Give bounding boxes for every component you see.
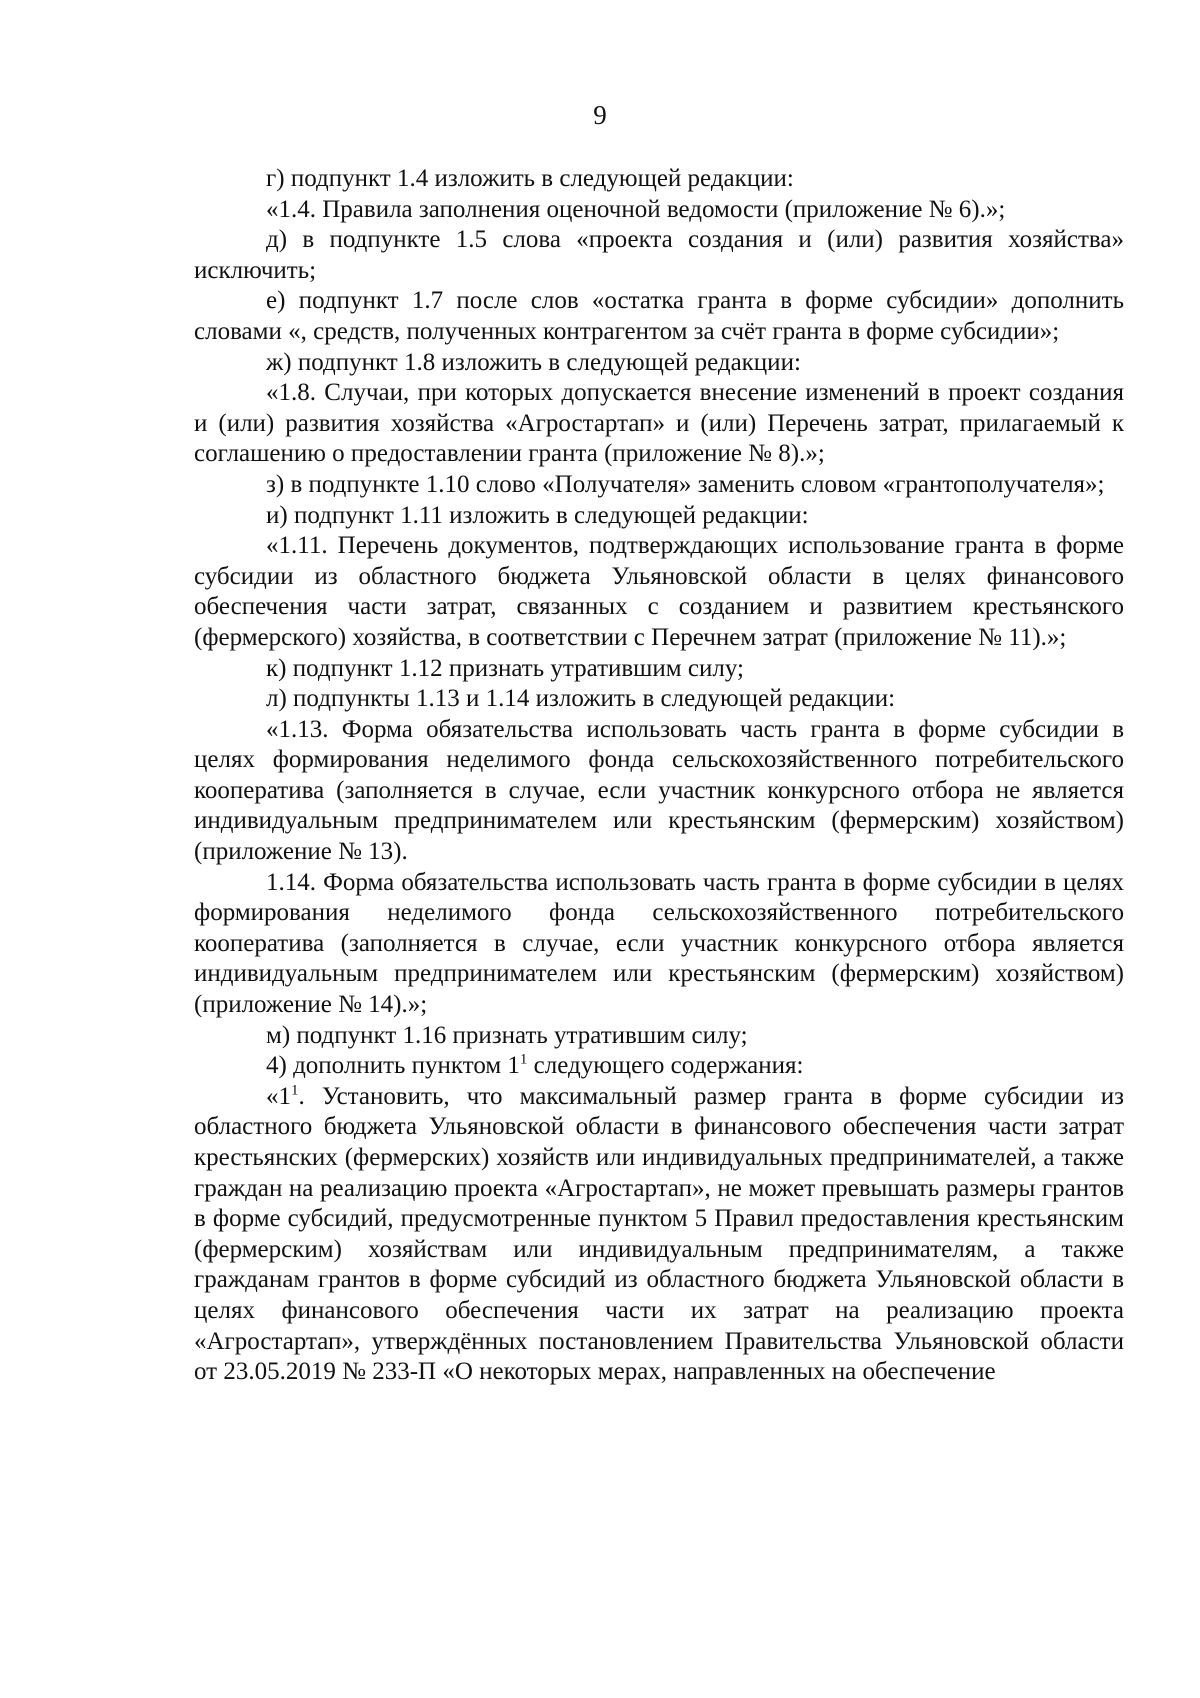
document-body	[194, 164, 1124, 1388]
paragraph-1-13: «1.13. Форма обязательства использовать часть гранта в форме субсидии в целях формирования неделимого фонда сельскохозяйственного потребительского кооператива (заполняется в случае, если участник конкурсного отбора не является индивидуальным предпринимателем или крестьянским (фермерским) хозяйством) (приложение № 13).	[194, 715, 1124, 866]
paragraph-g: г) подпункт 1.4 изложить в следующей редакции:	[266, 165, 794, 192]
point-1-1-text-start: «1	[266, 1082, 291, 1110]
point-1-1-superscript: 1	[291, 1082, 299, 1099]
paragraph-m: м) подпункт 1.16 признать утратившим силу;	[266, 1021, 748, 1049]
paragraph-d: д) в подпункте 1.5 слова «проекта создания и (или) развития хозяйства» исключить;	[194, 226, 1124, 284]
paragraph-1-8: «1.8. Случаи, при которых допускается внесение изменений в проект создания и (или) развития хозяйства «Агростартап» и (или) Перечень затрат, прилагаемый к соглашению о предоставлении гранта (приложение № 8).»;	[194, 379, 1124, 468]
paragraph-item-4	[194, 1051, 1124, 1082]
paragraph-k: к) подпункт 1.12 признать утратившим силу;	[266, 654, 744, 682]
paragraph-zh: ж) подпункт 1.8 изложить в следующей редакции:	[266, 348, 801, 376]
paragraph-i: и) подпункт 1.11 изложить в следующей редакции:	[266, 501, 809, 529]
paragraph-l: л) подпункты 1.13 и 1.14 изложить в следующей редакции:	[266, 685, 896, 713]
item-4-text-end: следующего содержания:	[527, 1052, 804, 1080]
paragraph-1-14: 1.14. Форма обязательства использовать часть гранта в форме субсидии в целях формирования неделимого фонда сельскохозяйственного потребительского кооператива (заполняется в случае, если участник конкурсного отбора является индивидуальным предпринимателем или крестьянским (фермерским) хозяйством) (приложение № 14).»;	[194, 868, 1124, 1019]
point-1-1-text-end: . Установить, что максимальный размер гранта в форме субсидии из областного бюджета Ульяновской области в финансового обеспечения части затрат крестьянских (фермерских) хозяйств или индивидуальных предпринимателей, а также граждан на реализацию проекта «Агростартап», не может превышать размеры грантов в форме субсидий, предусмотренные пунктом 5 Правил предоставления крестьянским (фермерским) хозяйствам или индивидуальным предпринимателям, а также гражданам грантов в форме субсидий из областного бюджета Ульяновской области в целях финансового обеспечения части их затрат на реализацию проекта «Агростартап», утверждённых постановлением Правительства Ульяновской области от 23.05.2019 № 233-П «О некоторых мерах, направленных на обеспечение	[194, 1082, 1124, 1386]
paragraph-e: е) подпункт 1.7 после слов «остатка гранта в форме субсидии» дополнить словами «, средств, полученных контрагентом за счёт гранта в форме субсидии»;	[194, 287, 1124, 345]
paragraph-z: з) в подпункте 1.10 слово «Получателя» заменить словом «грантополучателя»;	[266, 470, 1105, 498]
paragraph-1-1	[194, 1082, 1124, 1388]
item-4-superscript: 1	[519, 1051, 528, 1068]
page-number: 9	[593, 100, 607, 130]
paragraph-1-11: «1.11. Перечень документов, подтверждающих использование гранта в форме субсидии из областного бюджета Ульяновской области в целях финансового обеспечения части затрат, связанных с созданием и развитием крестьянского (фермерского) хозяйства, в соответствии с Перечнем затрат (приложение № 11).»;	[194, 532, 1124, 651]
paragraph-1-4: «1.4. Правила заполнения оценочной ведомости (приложение № 6).»;	[266, 195, 1006, 223]
item-4-text-start: 4) дополнить пунктом 1	[266, 1052, 520, 1080]
